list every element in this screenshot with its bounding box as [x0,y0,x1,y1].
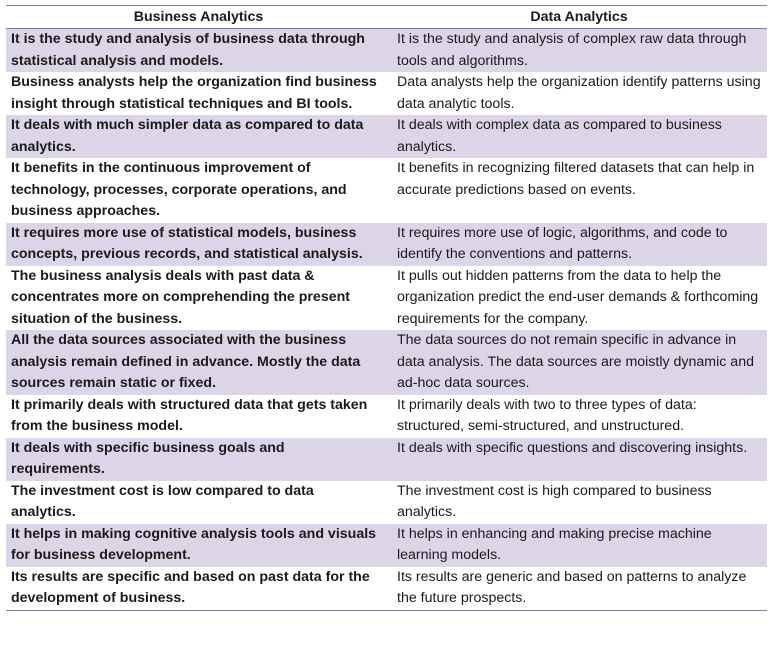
business-cell: It primarily deals with structured data that gets taken from the business model. [6,395,391,438]
data-cell: It is the study and analysis of complex raw data through tools and algorithms. [391,29,767,73]
table-row [6,158,767,223]
data-cell: Its results are generic and based on patterns to analyze the future prospects. [391,567,767,611]
business-cell: It is the study and analysis of business data through statistical analysis and models. [6,29,391,73]
data-cell: It deals with specific questions and discovering insights. [391,438,767,481]
data-cell: It pulls out hidden patterns from the data to help the organization predict the end-user demands & forthcoming requirements for the company. [391,266,767,331]
header-row [6,6,767,29]
table-row [6,72,767,115]
data-cell: The investment cost is high compared to business analytics. [391,481,767,524]
data-cell: It helps in enhancing and making precise machine learning models. [391,524,767,567]
header-data-analytics: Data Analytics [391,6,767,29]
data-cell: It benefits in recognizing filtered datasets that can help in accurate predictions based on events. [391,158,767,223]
business-cell: The business analysis deals with past data & concentrates more on comprehending the present situation of the business. [6,266,391,331]
header-business-analytics: Business Analytics [6,6,391,29]
table-row [6,223,767,266]
table-row [6,29,767,73]
business-cell: Its results are specific and based on past data for the development of business. [6,567,391,611]
business-cell: It deals with specific business goals and requirements. [6,438,391,481]
business-cell: It benefits in the continuous improvement of technology, processes, corporate operations, and business approaches. [6,158,391,223]
business-cell: All the data sources associated with the business analysis remain defined in advance. Mostly the data sources remain static or fixed. [6,330,391,395]
business-cell: The investment cost is low compared to data analytics. [6,481,391,524]
table-row [6,330,767,395]
table-row [6,481,767,524]
table-row [6,438,767,481]
table-row [6,266,767,331]
data-cell: Data analysts help the organization identify patterns using data analytic tools. [391,72,767,115]
comparison-table-container [6,5,767,611]
data-cell: The data sources do not remain specific in advance in data analysis. The data sources are moistly dynamic and ad-hoc data sources. [391,330,767,395]
business-cell: It helps in making cognitive analysis tools and visuals for business development. [6,524,391,567]
data-cell: It requires more use of logic, algorithms, and code to identify the conventions and patterns. [391,223,767,266]
comparison-table [6,5,767,611]
table-row [6,524,767,567]
business-cell: It deals with much simpler data as compared to data analytics. [6,115,391,158]
business-cell: It requires more use of statistical models, business concepts, previous records, and statistical analysis. [6,223,391,266]
table-row [6,115,767,158]
table-row [6,395,767,438]
table-row [6,567,767,611]
data-cell: It deals with complex data as compared to business analytics. [391,115,767,158]
data-cell: It primarily deals with two to three types of data: structured, semi-structured, and unstructured. [391,395,767,438]
business-cell: Business analysts help the organization find business insight through statistical techniques and BI tools. [6,72,391,115]
